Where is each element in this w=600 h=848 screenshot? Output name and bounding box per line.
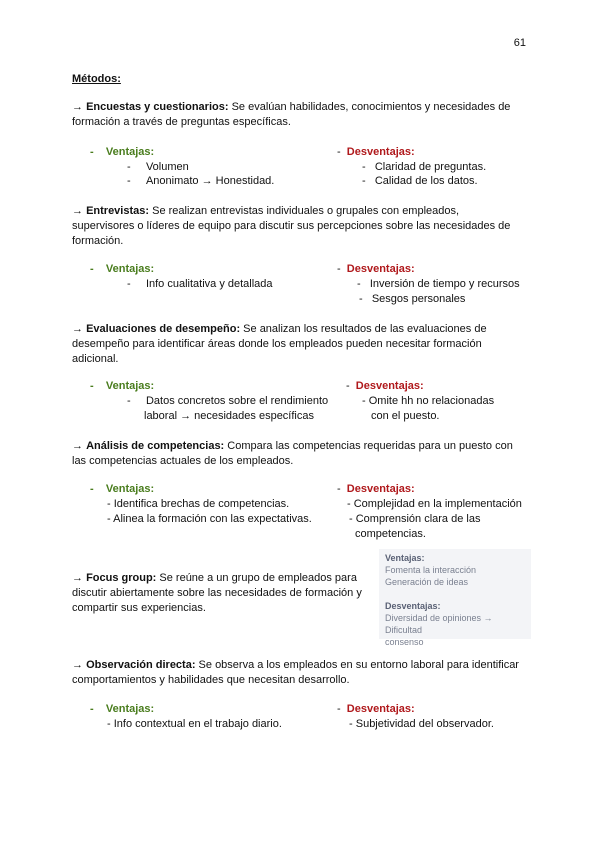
section-desc-line: desempeño para identificar áreas donde los empleados pueden necesitar formación [72, 338, 482, 350]
page-heading: Métodos: [72, 73, 121, 85]
pros-heading: - Ventajas: [90, 703, 155, 715]
section-title: Evaluaciones de desempeño: [86, 323, 241, 335]
section-desc-line: comportamientos y habilidades que necesitan desarrollo. [72, 674, 350, 686]
section-desc-line: las competencias actuales de los empleados. [72, 455, 294, 467]
section-desc-line: Se observa a los empleados en su entorno laboral para identificar [195, 659, 519, 671]
section-entrevistas [72, 204, 532, 249]
section-desc-line: Se reúne a un grupo de empleados para [156, 572, 357, 584]
arrow-icon: → [72, 659, 83, 671]
box-con-item: consenso [385, 637, 424, 647]
pro-item: - Anonimato → Honestidad. [127, 175, 275, 187]
section-desc-line: formación a través de preguntas específicas. [72, 116, 291, 128]
con-item: - Omite hh no relacionadas [362, 395, 495, 407]
box-pros-title: Ventajas: [385, 553, 425, 563]
pro-item: - Volumen [127, 161, 189, 173]
con-item: - Inversión de tiempo y recursos [357, 278, 520, 290]
arrow-icon: → [72, 205, 83, 217]
section-desc-line: discutir abiertamente sobre las necesidades de formación y [72, 587, 362, 599]
section-desc-line: Se realizan entrevistas individuales o grupales con empleados, [149, 205, 460, 217]
section-encuestas [72, 100, 532, 130]
con-item: - Claridad de preguntas. [362, 161, 487, 173]
section-desc-line: compartir sus experiencias. [72, 602, 206, 614]
pro-item: - Info contextual en el trabajo diario. [107, 718, 282, 730]
section-desc-line: Se analizan los resultados de las evaluaciones de [240, 323, 487, 335]
pro-item: laboral → necesidades específicas [144, 410, 314, 422]
section-title: Encuestas y cuestionarios: [86, 101, 229, 113]
con-item: - Complejidad en la implementación [347, 498, 522, 510]
section-desc-line: Compara las competencias requeridas para un puesto con [224, 440, 513, 452]
con-item: competencias. [355, 528, 426, 540]
box-pro-item: Generación de ideas [385, 577, 469, 587]
con-item: - Calidad de los datos. [362, 175, 478, 187]
arrow-icon: → [72, 572, 83, 584]
pro-item: - Identifica brechas de competencias. [107, 498, 290, 510]
con-item: - Comprensión clara de las [349, 513, 481, 525]
pros-heading: - Ventajas: [90, 483, 155, 495]
box-pro-item: Fomenta la interacción [385, 565, 477, 575]
focus-group-summary-box [379, 549, 531, 647]
cons-heading: - Desventajas: [337, 146, 415, 158]
pros-heading: - Ventajas: [90, 263, 155, 275]
box-con-item: Diversidad de opiniones → Dificultad [385, 613, 493, 635]
section-desc-line: supervisores o líderes de equipo para discutir sus percepciones sobre las necesidades de [72, 220, 511, 232]
section-title: Análisis de competencias: [86, 440, 225, 452]
con-item: - Subjetividad del observador. [349, 718, 494, 730]
pro-item: - Alinea la formación con las expectativas. [107, 513, 312, 525]
section-desc-line: adicional. [72, 353, 119, 365]
arrow-icon: → [72, 323, 83, 335]
cons-heading: - Desventajas: [337, 263, 415, 275]
section-title: Observación directa: [86, 659, 196, 671]
section-competencias [72, 439, 532, 469]
con-item: - Sesgos personales [359, 293, 466, 305]
cons-heading: - Desventajas: [337, 483, 415, 495]
arrow-icon: → [72, 440, 83, 452]
section-evaluaciones [72, 322, 532, 367]
pros-heading: - Ventajas: [90, 380, 155, 392]
pros-heading: - Ventajas: [90, 146, 155, 158]
con-item: con el puesto. [371, 410, 440, 422]
arrow-icon: → [72, 101, 83, 113]
cons-heading: - Desventajas: [337, 703, 415, 715]
pro-item: - Info cualitativa y detallada [127, 278, 273, 290]
section-desc-line: Se evalúan habilidades, conocimientos y necesidades de [228, 101, 511, 113]
section-title: Entrevistas: [86, 205, 150, 217]
cons-heading: - Desventajas: [346, 380, 424, 392]
section-observacion [72, 658, 532, 688]
box-cons-title: Desventajas: [385, 601, 441, 611]
section-focus-group [72, 571, 372, 616]
section-title: Focus group: [86, 572, 157, 584]
page-number: 61 [513, 37, 526, 49]
pro-item: - Datos concretos sobre el rendimiento [127, 395, 329, 407]
section-desc-line: formación. [72, 235, 124, 247]
